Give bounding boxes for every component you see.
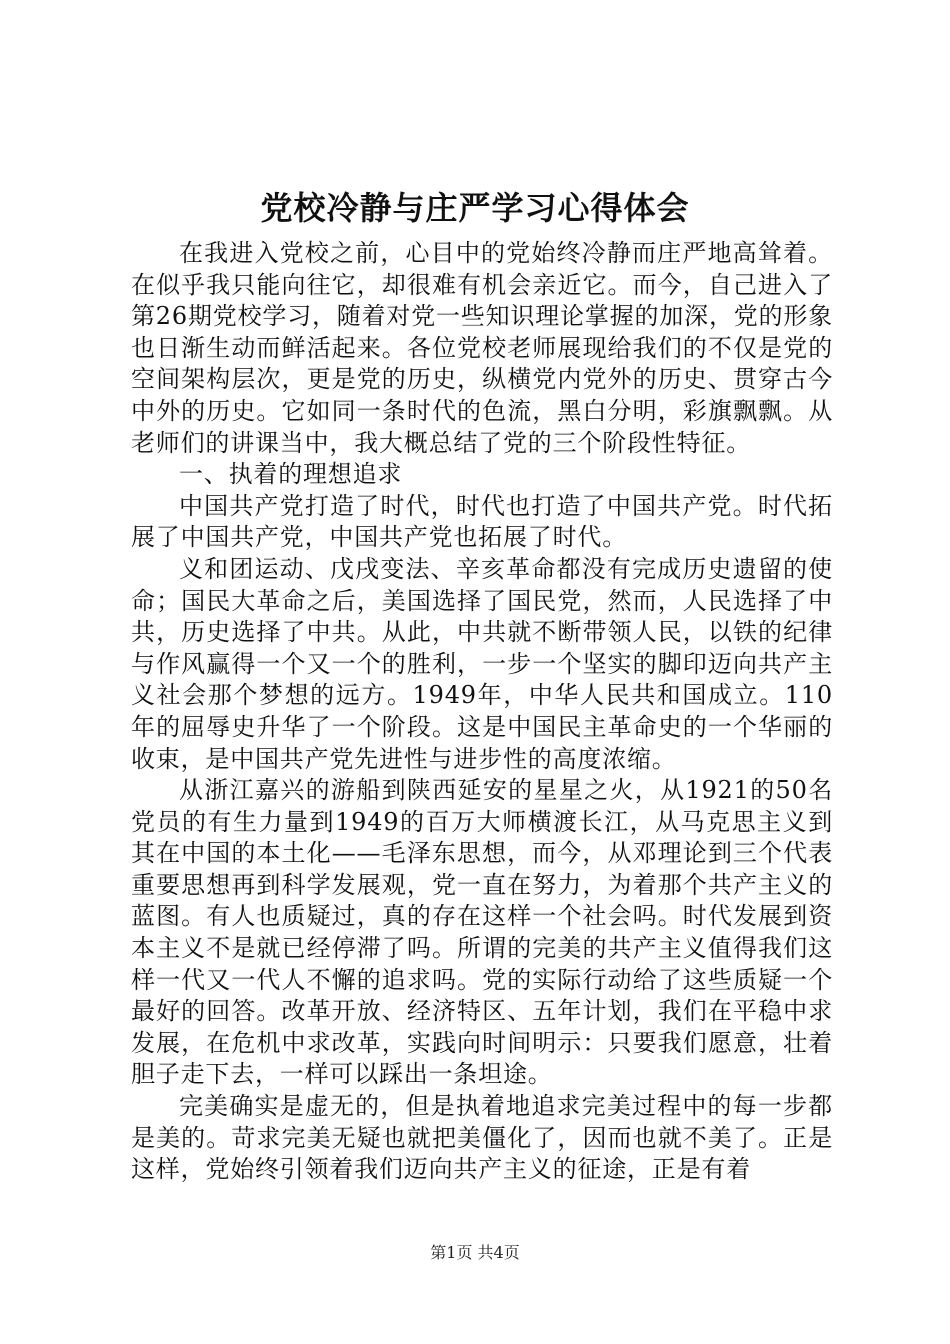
document-title: 党校冷静与庄严学习心得体会 [260, 189, 690, 227]
section-heading: 一、执着的理想追求 [179, 460, 403, 489]
paragraph-perfection: 完美确实是虚无的，但是执着地追求完美过程中的每一步都是美的。苛求完美无疑也就把美僵化了，因而也就不美了。正是这样，党始终引领着我们迈向共产主义的征途，正是有着 [131, 1092, 833, 1184]
document-body [131, 238, 833, 1186]
page-footer: 第1页 共4页 [430, 1243, 520, 1262]
paragraph-journey: 从浙江嘉兴的游船到陕西延安的星星之火，从1921的50名党员的有生力量到1949的百万大师横渡长江，从马克思主义到其在中国的本土化——毛泽东思想，而今，从邓理论到三个代表重要思想再到科学发展观，党一直在努力，为着那个共产主义的蓝图。有人也质疑过，真的存在这样一个社会吗。时代发展到资本主义不是就已经停滞了吗。所谓的完美的共产主义值得我们这样一代又一代人不懈的追求吗。党的实际行动给了这些质疑一个最好的回答。改革开放、经济特区、五年计划，我们在平稳中求发展，在危机中求改革，实践向时间明示：只要我们愿意，壮着胆子走下去，一样可以踩出一条坦途。 [131, 776, 833, 1089]
paragraph-era: 中国共产党打造了时代，时代也打造了中国共产党。时代拓展了中国共产党，中国共产党也拓展了时代。 [131, 491, 833, 552]
paragraph-intro: 在我进入党校之前，心目中的党始终冷静而庄严地高耸着。在似乎我只能向往它，却很难有机会亲近它。而今，自己进入了第26期党校学习，随着对党一些知识理论掌握的加深，党的形象也日渐生动而鲜活起来。各位党校老师展现给我们的不仅是党的空间架构层次，更是党的历史，纵横党内党外的历史、贯穿古今中外的历史。它如同一条时代的色流，黑白分明，彩旗飘飘。从老师们的讲课当中，我大概总结了党的三个阶段性特征。 [131, 239, 833, 457]
paragraph-history: 义和团运动、戊戌变法、辛亥革命都没有完成历史遗留的使命；国民大革命之后，美国选择了国民党，然而，人民选择了中共，历史选择了中共。从此，中共就不断带领人民，以铁的纪律与作风赢得一个又一个的胜利，一步一个坚实的脚印迈向共产主义社会那个梦想的远方。1949年，中华人民共和国成立。110年的屈辱史升华了一个阶段。这是中国民主革命史的一个华丽的收束，是中国共产党先进性与进步性的高度浓缩。 [131, 554, 833, 773]
